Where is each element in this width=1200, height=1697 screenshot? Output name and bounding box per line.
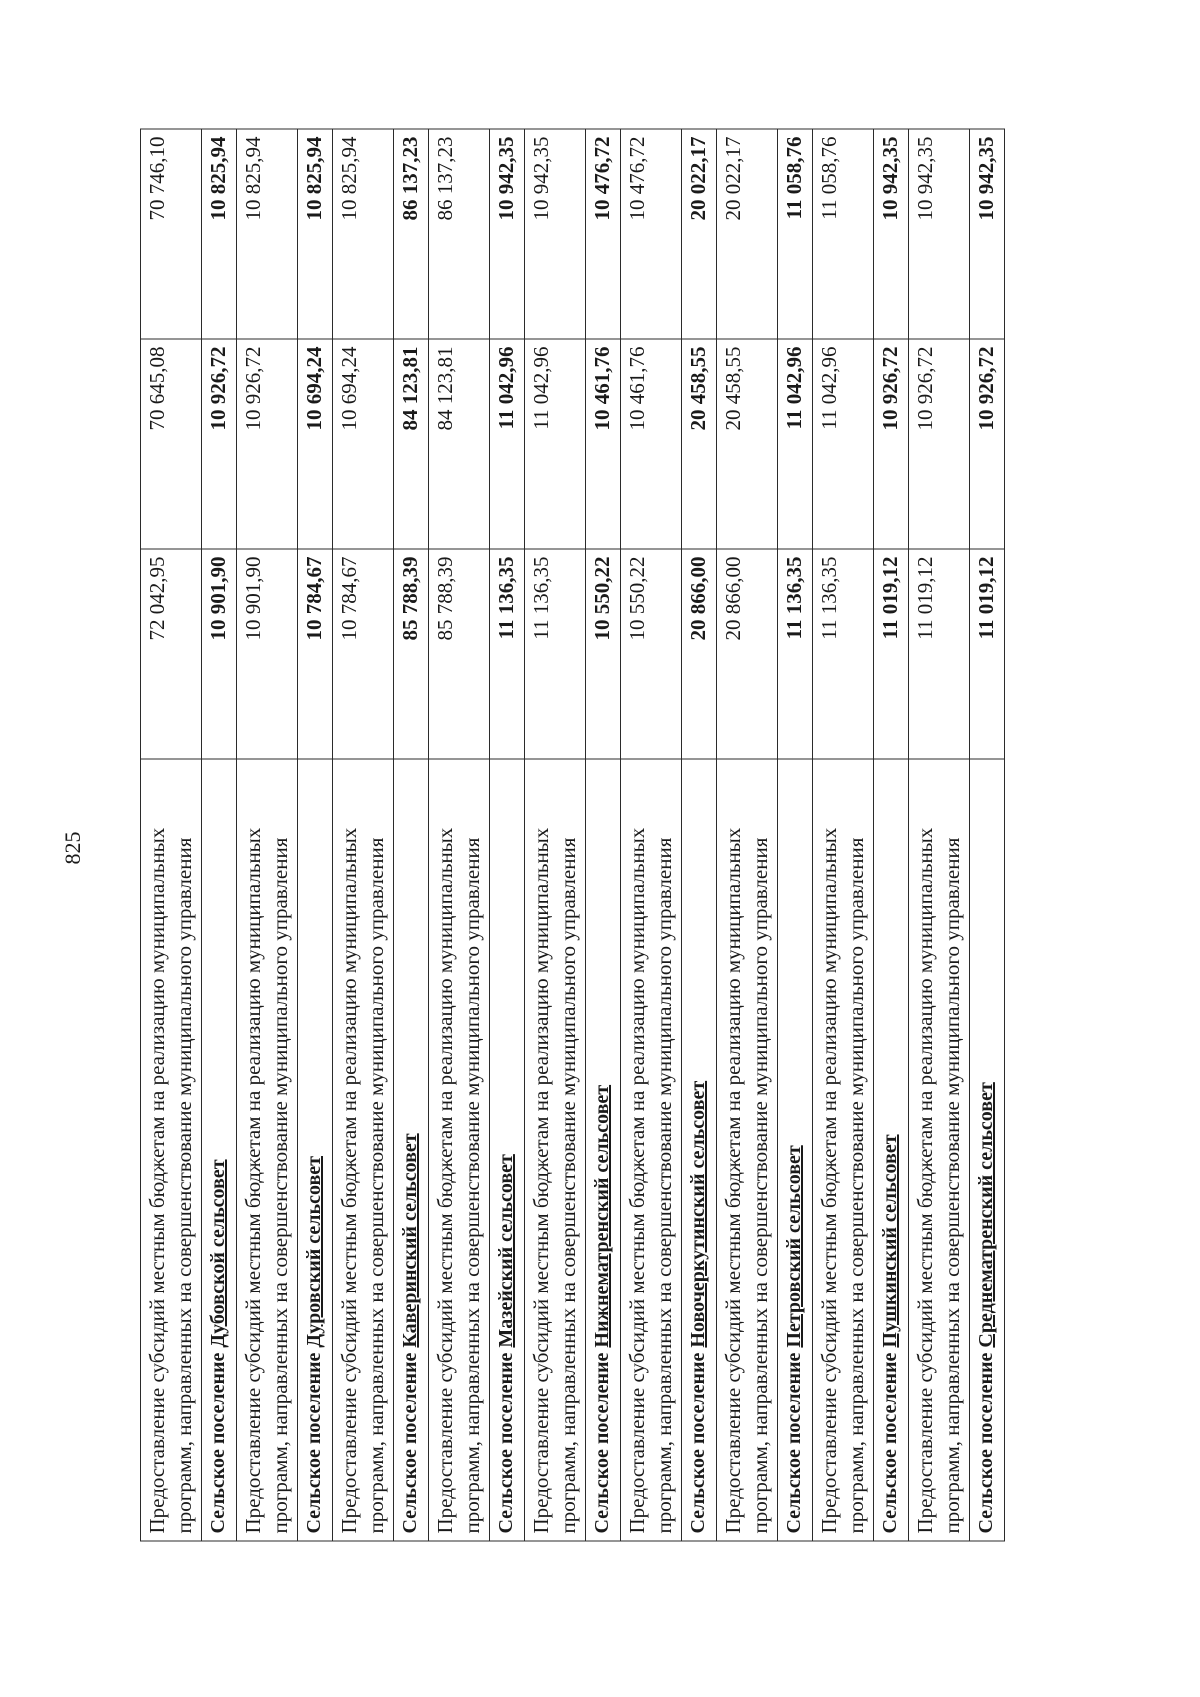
description-cell: [682, 759, 717, 1541]
table-row: [621, 129, 682, 1541]
settlement-name: Мазейский сельсовет: [495, 1154, 517, 1348]
settlement-row: [394, 129, 429, 1541]
amount-cell-3: 10 825,94: [333, 129, 394, 339]
amount-cell-1: 10 901,90: [237, 549, 298, 759]
amount-cell-3: 70 746,10: [141, 129, 202, 339]
amount-cell-2: 10 694,24: [298, 339, 333, 549]
settlement-name: Петровский сельсовет: [783, 1145, 805, 1348]
amount-cell-3: 86 137,23: [394, 129, 429, 339]
amount-cell-1: 20 866,00: [682, 549, 717, 759]
settlement-prefix: Сельское поселение: [783, 1347, 805, 1534]
amount-cell-2: 10 694,24: [333, 339, 394, 549]
table-row: [717, 129, 778, 1541]
amount-cell-3: 10 825,94: [237, 129, 298, 339]
amount-cell-3: 10 942,35: [970, 129, 1005, 339]
settlement-name: Среднематренский сельсовет: [975, 1082, 997, 1348]
description-cell: [298, 759, 333, 1541]
table-row: [525, 129, 586, 1541]
settlement-prefix: Сельское поселение: [687, 1347, 709, 1534]
description-cell: [394, 759, 429, 1541]
amount-cell-2: 10 461,76: [621, 339, 682, 549]
amount-cell-3: 10 825,94: [298, 129, 333, 339]
amount-cell-3: 10 942,35: [874, 129, 909, 339]
amount-cell-1: 10 550,22: [621, 549, 682, 759]
settlement-prefix: Сельское поселение: [591, 1347, 613, 1534]
description-cell: Предоставление субсидий местным бюджетам на реализацию муниципальных программ, направленных на совершенствование муниципального управления: [333, 759, 394, 1541]
settlement-prefix: Сельское поселение: [495, 1347, 517, 1534]
table-body: [141, 129, 1005, 1541]
description-cell: [586, 759, 621, 1541]
settlement-row: [202, 129, 237, 1541]
amount-cell-1: 85 788,39: [394, 549, 429, 759]
amount-cell-2: 20 458,55: [682, 339, 717, 549]
amount-cell-1: 10 550,22: [586, 549, 621, 759]
settlement-name: Дубовской сельсовет: [207, 1159, 229, 1348]
settlement-name: Дуровский сельсовет: [303, 1156, 325, 1348]
table-row: [429, 129, 490, 1541]
amount-cell-1: 20 866,00: [717, 549, 778, 759]
amount-cell-1: 11 019,12: [874, 549, 909, 759]
settlement-prefix: Сельское поселение: [879, 1347, 901, 1534]
amount-cell-2: 20 458,55: [717, 339, 778, 549]
amount-cell-3: 20 022,17: [717, 129, 778, 339]
amount-cell-3: 10 942,35: [525, 129, 586, 339]
amount-cell-1: 11 136,35: [525, 549, 586, 759]
amount-cell-1: 10 901,90: [202, 549, 237, 759]
amount-cell-2: 10 926,72: [237, 339, 298, 549]
amount-cell-3: 86 137,23: [429, 129, 490, 339]
description-cell: Предоставление субсидий местным бюджетам на реализацию муниципальных программ, направленных на совершенствование муниципального управления: [429, 759, 490, 1541]
settlement-row: [778, 129, 813, 1541]
amount-cell-2: 70 645,08: [141, 339, 202, 549]
amount-cell-2: 10 926,72: [202, 339, 237, 549]
amount-cell-1: 10 784,67: [333, 549, 394, 759]
amount-cell-2: 11 042,96: [525, 339, 586, 549]
settlement-prefix: Сельское поселение: [303, 1347, 325, 1534]
amount-cell-1: 11 019,12: [909, 549, 970, 759]
amount-cell-3: 10 825,94: [202, 129, 237, 339]
amount-cell-3: 11 058,76: [778, 129, 813, 339]
settlement-row: [298, 129, 333, 1541]
amount-cell-2: 84 123,81: [394, 339, 429, 549]
amount-cell-1: 11 136,35: [490, 549, 525, 759]
table-row: [909, 129, 970, 1541]
settlement-name: Новочеркутинский сельсовет: [687, 1080, 709, 1348]
amount-cell-1: 10 784,67: [298, 549, 333, 759]
description-cell: Предоставление субсидий местным бюджетам на реализацию муниципальных программ, направленных на совершенствование муниципального управления: [813, 759, 874, 1541]
settlement-row: [586, 129, 621, 1541]
description-cell: [490, 759, 525, 1541]
description-cell: Предоставление субсидий местным бюджетам на реализацию муниципальных программ, направленных на совершенствование муниципального управления: [909, 759, 970, 1541]
table-row: [237, 129, 298, 1541]
amount-cell-3: 10 476,72: [621, 129, 682, 339]
amount-cell-3: 10 942,35: [490, 129, 525, 339]
settlement-prefix: Сельское поселение: [399, 1347, 421, 1534]
description-cell: [202, 759, 237, 1541]
amount-cell-2: 10 926,72: [909, 339, 970, 549]
amount-cell-1: 72 042,95: [141, 549, 202, 759]
description-cell: Предоставление субсидий местным бюджетам на реализацию муниципальных программ, направленных на совершенствование муниципального управления: [621, 759, 682, 1541]
description-cell: [874, 759, 909, 1541]
amount-cell-3: 11 058,76: [813, 129, 874, 339]
settlement-row: [970, 129, 1005, 1541]
amount-cell-2: 10 461,76: [586, 339, 621, 549]
description-cell: [970, 759, 1005, 1541]
settlement-prefix: Сельское поселение: [207, 1347, 229, 1534]
amount-cell-1: 11 136,35: [813, 549, 874, 759]
amount-cell-3: 10 942,35: [909, 129, 970, 339]
amount-cell-2: 11 042,96: [490, 339, 525, 549]
amount-cell-2: 11 042,96: [813, 339, 874, 549]
amount-cell-1: 11 136,35: [778, 549, 813, 759]
amount-cell-2: 84 123,81: [429, 339, 490, 549]
amount-cell-2: 10 926,72: [874, 339, 909, 549]
settlement-name: Каверинский сельсовет: [399, 1133, 421, 1348]
settlement-row: [490, 129, 525, 1541]
budget-table: [140, 129, 1005, 1542]
amount-cell-2: 10 926,72: [970, 339, 1005, 549]
settlement-row: [682, 129, 717, 1541]
amount-cell-3: 10 476,72: [586, 129, 621, 339]
description-cell: Предоставление субсидий местным бюджетам на реализацию муниципальных программ, направленных на совершенствование муниципального управления: [717, 759, 778, 1541]
amount-cell-1: 11 019,12: [970, 549, 1005, 759]
amount-cell-2: 11 042,96: [778, 339, 813, 549]
description-cell: Предоставление субсидий местным бюджетам на реализацию муниципальных программ, направленных на совершенствование муниципального управления: [525, 759, 586, 1541]
settlement-name: Нижнематренский сельсовет: [591, 1084, 613, 1348]
amount-cell-1: 85 788,39: [429, 549, 490, 759]
description-cell: [778, 759, 813, 1541]
settlement-prefix: Сельское поселение: [975, 1347, 997, 1534]
settlement-row: [874, 129, 909, 1541]
page-number: 825: [60, 831, 85, 865]
table-row: [141, 129, 202, 1541]
description-cell: Предоставление субсидий местным бюджетам на реализацию муниципальных программ, направленных на совершенствование муниципального управления: [141, 759, 202, 1541]
settlement-name: Пушкинский сельсовет: [879, 1134, 901, 1348]
table-row: [333, 129, 394, 1541]
table-row: [813, 129, 874, 1541]
description-cell: Предоставление субсидий местным бюджетам на реализацию муниципальных программ, направленных на совершенствование муниципального управления: [237, 759, 298, 1541]
amount-cell-3: 20 022,17: [682, 129, 717, 339]
